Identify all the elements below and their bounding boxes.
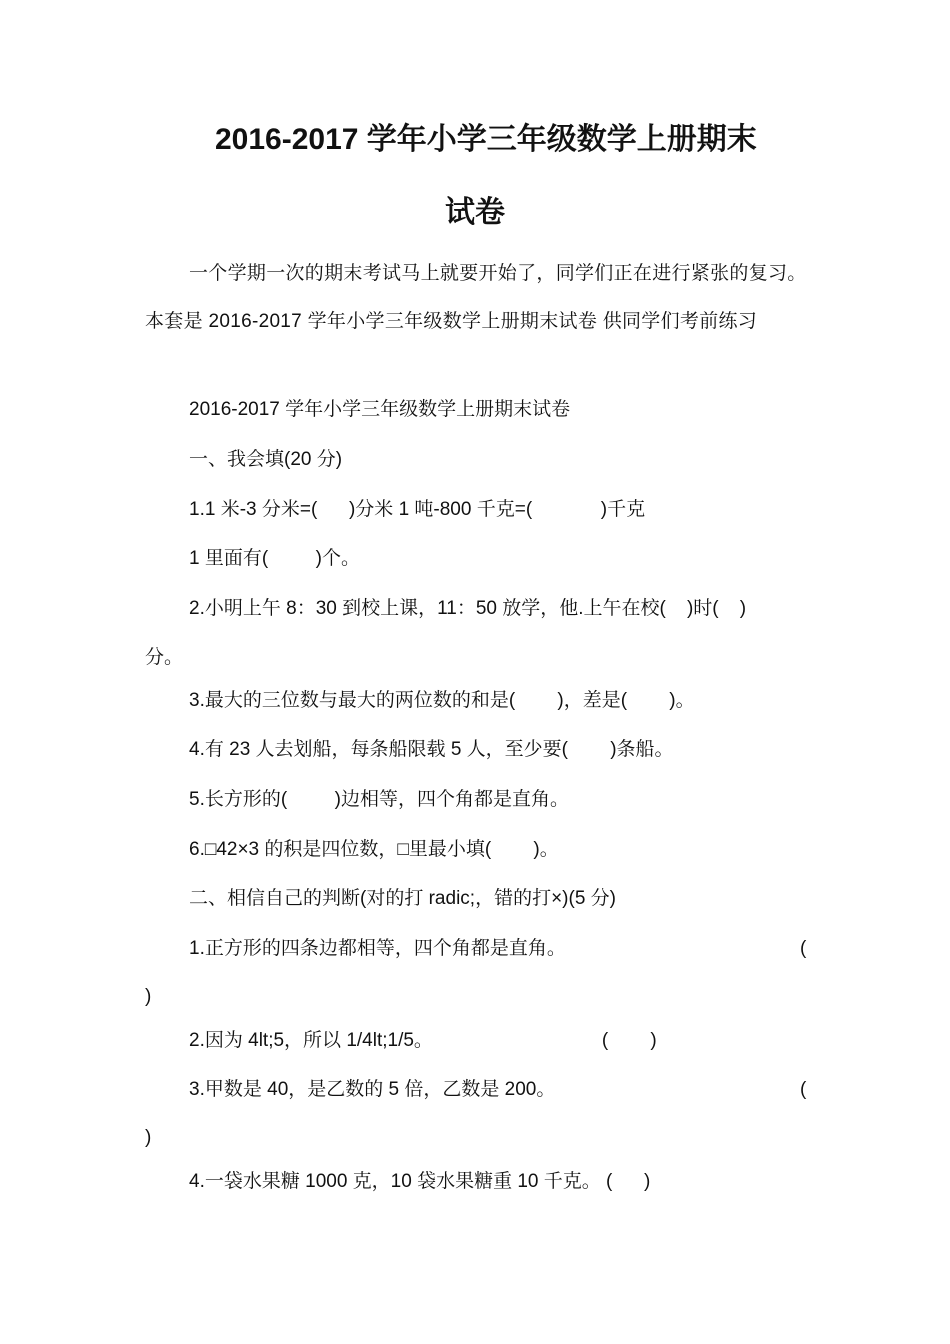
question-5: 5.长方形的( )边相等，四个角都是直角。 [189, 789, 570, 810]
question-1: 1.1 米-3 分米=( )分米 1 吨-800 千克=( )千克 [189, 499, 646, 520]
question-2-continued: 分。 [145, 647, 184, 668]
judgement-2: 2.因为 4lt;5，所以 1/4lt;1/5。 ( ) [189, 1030, 657, 1051]
question-2: 2.小明上午 8：30 到校上课，11：50 放学，他.上午在校( )时( ) [189, 598, 747, 619]
document-title-line2: 试卷 [445, 196, 505, 229]
judgement-4: 4.一袋水果糖 1000 克，10 袋水果糖重 10 千克。 ( ) [189, 1171, 651, 1192]
section-1-heading: 一、我会填(20 分) [189, 449, 343, 470]
judgement-1-close-paren: ) [145, 986, 152, 1007]
section-2-heading: 二、相信自己的判断(对的打 radic;，错的打×)(5 分) [189, 888, 616, 909]
judgement-3-open-paren: ( [800, 1079, 807, 1100]
question-1-continued: 1 里面有( )个。 [189, 548, 361, 569]
judgement-3-close-paren: ) [145, 1127, 152, 1148]
document-title-line1: 2016-2017 学年小学三年级数学上册期末 [215, 123, 757, 156]
judgement-1: 1.正方形的四条边都相等，四个角都是直角。 [189, 938, 566, 959]
intro-paragraph: 一个学期一次的期末考试马上就要开始了，同学们正在进行紧张的复习。本套是 2016-2017 学年小学三年级数学上册期末试卷 供同学们考前练习 [145, 263, 807, 332]
judgement-3: 3.甲数是 40，是乙数的 5 倍，乙数是 200。 [189, 1079, 556, 1100]
question-4: 4.有 23 人去划船，每条船限载 5 人，至少要( )条船。 [189, 739, 674, 760]
question-3: 3.最大的三位数与最大的两位数的和是( )，差是( )。 [189, 690, 695, 711]
subtitle: 2016-2017 学年小学三年级数学上册期末试卷 [189, 399, 571, 420]
judgement-1-open-paren: ( [800, 938, 807, 959]
question-6: 6.□42×3 的积是四位数，□里最小填( )。 [189, 839, 559, 860]
